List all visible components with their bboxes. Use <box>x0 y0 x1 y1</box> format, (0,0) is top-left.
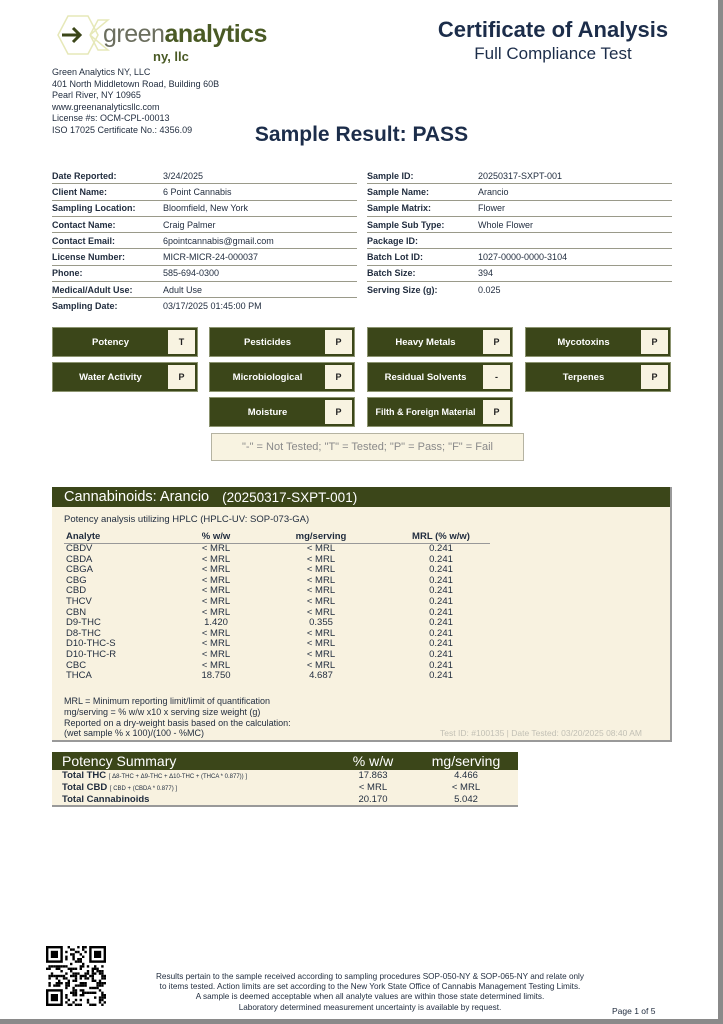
info-value: 394 <box>478 268 494 279</box>
analyte-name: CBDA <box>66 553 93 565</box>
test-tile-mycotoxins <box>525 327 671 357</box>
summary-row <box>52 794 518 806</box>
note-line: (wet sample % x 100)/(100 - %MC) <box>64 728 205 739</box>
table-body <box>64 544 490 682</box>
mrl-value: 0.241 <box>429 585 453 597</box>
info-label: Sample Name: <box>367 186 430 197</box>
pct-ww: 1.420 <box>204 617 228 629</box>
test-name: Microbiological <box>232 371 303 383</box>
pct-ww: < MRL <box>201 543 231 554</box>
test-name: Residual Solvents <box>384 371 467 383</box>
logo-wordmark: greenanalytics <box>103 20 267 48</box>
info-row <box>367 282 672 297</box>
info-row <box>367 201 672 217</box>
summary-pct: 20.170 <box>358 793 388 805</box>
info-row <box>367 249 672 265</box>
pct-ww: < MRL <box>201 564 231 576</box>
table-row <box>64 618 490 629</box>
summary-label-cell <box>52 782 332 793</box>
info-value: 0.025 <box>478 284 501 295</box>
table-row <box>64 544 490 555</box>
table-row <box>64 597 490 608</box>
cannabinoids-title: Cannabinoids: Arancio <box>64 489 210 505</box>
column-header: mg/serving <box>431 753 501 769</box>
summary-label: Total Cannabinoids <box>62 793 150 805</box>
info-label: Sample Sub Type: <box>367 219 445 230</box>
analyte-name: D8-THC <box>66 627 101 639</box>
info-value: 3/24/2025 <box>163 170 204 181</box>
summary-label-cell <box>52 770 332 781</box>
info-label: Sample ID: <box>367 170 414 181</box>
method-description: Potency analysis utilizing HPLC (HPLC-UV: SOP-073-GA) <box>64 514 310 525</box>
pct-ww: < MRL <box>201 585 231 597</box>
document-title: Certificate of Analysis <box>437 17 669 42</box>
contact-email-link[interactable]: 6pointcannabis@gmail.com <box>163 235 274 246</box>
mg-serving: < MRL <box>306 648 336 660</box>
info-row <box>52 217 357 233</box>
info-value: MICR-MICR-24-000037 <box>163 252 259 263</box>
summary-pct: 17.863 <box>358 770 388 782</box>
info-label: Client Name: <box>52 186 108 197</box>
test-tile-pesticides <box>209 327 355 357</box>
info-value: Whole Flower <box>478 219 534 230</box>
table-row <box>64 671 490 682</box>
info-label: Sampling Date: <box>52 301 118 312</box>
address-line: License #s: OCM-CPL-00013 <box>52 113 170 123</box>
potency-summary-header <box>52 752 518 770</box>
info-label: Medical/Adult Use: <box>52 284 133 295</box>
column-header: MRL (% w/w) <box>412 530 470 542</box>
summary-mg: 4.466 <box>454 770 478 782</box>
test-name: Mycotoxins <box>557 336 610 348</box>
info-row <box>52 233 357 249</box>
info-row <box>52 184 357 200</box>
cannabinoids-notes <box>64 696 291 739</box>
mrl-value: 0.241 <box>429 595 453 607</box>
note-line: MRL = Minimum reporting limit/limit of quantification <box>64 696 270 706</box>
info-row <box>367 184 672 200</box>
summary-formula: [ Δ8-THC + Δ9-THC + Δ10-THC + (THCA * 0.877)) ] <box>108 774 248 781</box>
info-label: Batch Lot ID: <box>367 252 423 263</box>
potency-summary-title: Potency Summary <box>62 753 177 769</box>
info-label: Contact Name: <box>52 219 116 230</box>
info-row <box>52 282 357 298</box>
mrl-value: 0.241 <box>429 627 453 639</box>
mrl-value: 0.241 <box>429 606 453 618</box>
status-legend: "-" = Not Tested; "T" = Tested; "P" = Pass; "F" = Fail <box>211 433 524 461</box>
mg-serving: 0.355 <box>309 617 333 629</box>
info-label: Serving Size (g): <box>367 284 438 295</box>
mg-serving: < MRL <box>306 553 336 565</box>
sample-info-table <box>367 168 672 297</box>
mg-serving: < MRL <box>306 627 336 639</box>
page-number: Page 1 of 5 <box>612 1006 656 1016</box>
analyte-name: D9-THC <box>66 617 101 629</box>
footer-disclaimer <box>140 972 600 1013</box>
potency-summary <box>52 752 518 807</box>
pct-ww: < MRL <box>201 574 231 586</box>
info-row <box>52 249 357 265</box>
address-line: 401 North Middletown Road, Building 60B <box>52 78 220 89</box>
footer-line: Laboratory determined measurement uncertainty is available by request. <box>238 1002 502 1012</box>
summary-mg: < MRL <box>451 782 481 794</box>
table-row <box>64 576 490 587</box>
test-name: Heavy Metals <box>395 336 456 348</box>
info-label: Date Reported: <box>52 170 117 181</box>
footer-line: A sample is deemed acceptable when all analyte values are within those state determined limits. <box>195 992 545 1002</box>
mg-serving: < MRL <box>306 659 336 671</box>
pct-ww: < MRL <box>201 606 231 618</box>
info-row <box>367 233 672 249</box>
footer-line: to items tested. Action limits are set according to the New York State Office of Cannabis Management Testing Limits. <box>159 982 581 992</box>
mrl-value: 0.241 <box>429 670 453 682</box>
test-status: P <box>325 365 352 389</box>
test-status: T <box>168 330 195 354</box>
mg-serving: < MRL <box>306 564 336 576</box>
info-row <box>52 168 357 184</box>
pct-ww: < MRL <box>201 659 231 671</box>
mg-serving: < MRL <box>306 606 336 618</box>
analyte-name: CBGA <box>66 564 93 576</box>
test-name: Moisture <box>247 406 288 418</box>
analyte-name: CBN <box>66 606 87 618</box>
mrl-value: 0.241 <box>429 553 453 565</box>
analyte-name: THCV <box>66 595 92 607</box>
test-id-date: Test ID: #100135 | Date Tested: 03/20/2025 08:40 AM <box>440 728 642 738</box>
analyte-name: CBDV <box>66 543 93 554</box>
client-info-table <box>52 168 357 314</box>
mrl-value: 0.241 <box>429 574 453 586</box>
summary-label-cell <box>52 794 332 805</box>
test-tile-potency <box>52 327 198 357</box>
cannabinoids-header <box>52 487 670 507</box>
pct-ww: < MRL <box>201 627 231 639</box>
cannabinoids-sample-id: (20250317-SXPT-001) <box>222 489 358 505</box>
info-label: Phone: <box>52 268 83 279</box>
mrl-value: 0.241 <box>429 617 453 629</box>
summary-pct: < MRL <box>358 782 388 794</box>
test-tile-heavy-metals <box>367 327 513 357</box>
info-value: Flower <box>478 203 506 214</box>
test-tile-residual-solvents <box>367 362 513 392</box>
mg-serving: < MRL <box>306 585 336 597</box>
footer-line: Results pertain to the sample received according to sampling procedures SOP-050-NY & SOP-065-NY and relate only <box>156 972 584 981</box>
cannabinoids-panel <box>52 487 672 742</box>
mrl-value: 0.241 <box>429 659 453 671</box>
test-name: Filth & Foreign Material <box>375 407 476 417</box>
mrl-value: 0.241 <box>429 638 453 650</box>
info-row <box>52 298 357 313</box>
analyte-name: THCA <box>66 670 92 682</box>
table-row <box>64 608 490 619</box>
hexagon-arrow-icon <box>50 8 110 63</box>
mg-serving: < MRL <box>306 543 336 554</box>
summary-label: Total THC <box>62 770 107 782</box>
test-tile-water-activity <box>52 362 198 392</box>
sample-result: Sample Result: PASS <box>254 123 469 146</box>
test-status: P <box>325 330 352 354</box>
test-tile-moisture <box>209 397 355 427</box>
info-label: Sampling Location: <box>52 203 136 214</box>
info-value: 1027-0000-0000-3104 <box>478 252 568 263</box>
info-row <box>52 266 357 282</box>
address-line: Pearl River, NY 10965 <box>52 90 141 100</box>
mg-serving: < MRL <box>306 595 336 607</box>
info-value: Adult Use <box>163 284 203 295</box>
info-value: 03/17/2025 01:45:00 PM <box>163 301 262 312</box>
lab-logo <box>50 8 267 64</box>
test-status: P <box>641 330 668 354</box>
column-header: Analyte <box>66 530 101 542</box>
qr-code-icon[interactable] <box>45 946 107 1006</box>
note-line: mg/serving = % w/w x10 x serving size weight (g) <box>64 706 261 717</box>
table-row <box>64 650 490 661</box>
info-label: Package ID: <box>367 235 419 246</box>
lab-website-link[interactable]: www.greenanalyticsllc.com <box>52 101 160 112</box>
document-subtitle: Full Compliance Test <box>474 44 632 63</box>
column-header: % w/w <box>201 530 231 542</box>
test-name: Terpenes <box>562 371 605 383</box>
info-row <box>367 217 672 233</box>
info-label: License Number: <box>52 252 126 263</box>
test-tile-terpenes <box>525 362 671 392</box>
address-line: Green Analytics NY, LLC <box>52 67 151 77</box>
column-header: % w/w <box>352 753 394 769</box>
test-name: Pesticides <box>244 336 291 348</box>
pct-ww: < MRL <box>201 638 231 650</box>
test-name: Potency <box>92 336 129 348</box>
table-row <box>64 555 490 566</box>
summary-mg: 5.042 <box>454 793 478 805</box>
info-value: 6 Point Cannabis <box>163 186 232 197</box>
info-row <box>52 201 357 217</box>
mg-serving: < MRL <box>306 638 336 650</box>
info-label: Sample Matrix: <box>367 203 432 214</box>
test-status: - <box>483 365 510 389</box>
info-value: Bloomfield, New York <box>163 203 249 214</box>
test-status: P <box>168 365 195 389</box>
info-value: 585-694-0300 <box>163 268 220 279</box>
table-row <box>64 565 490 576</box>
analyte-name: D10-THC-S <box>66 638 116 650</box>
test-name: Water Activity <box>79 371 142 383</box>
info-value: 20250317-SXPT-001 <box>478 170 563 181</box>
summary-formula: [ CBD + (CBDA * 0.877) ] <box>109 786 178 793</box>
analyte-name: CBC <box>66 659 87 671</box>
info-row <box>367 168 672 184</box>
mg-serving: < MRL <box>306 574 336 586</box>
test-status: P <box>325 400 352 424</box>
info-label: Contact Email: <box>52 235 116 246</box>
pct-ww: 18.750 <box>201 670 231 682</box>
summary-row <box>52 782 518 794</box>
pct-ww: < MRL <box>201 648 231 660</box>
pct-ww: < MRL <box>201 553 231 565</box>
address-line: ISO 17025 Certificate No.: 4356.09 <box>52 124 193 135</box>
info-value: Arancio <box>478 186 509 197</box>
table-row <box>64 639 490 650</box>
analyte-name: D10-THC-R <box>66 648 117 660</box>
test-status: P <box>483 330 510 354</box>
summary-row <box>52 770 518 782</box>
test-tile-filth-foreign-material <box>367 397 513 427</box>
test-tile-microbiological <box>209 362 355 392</box>
analyte-name: CBG <box>66 574 87 586</box>
cannabinoids-table <box>64 529 490 682</box>
test-status: P <box>641 365 668 389</box>
mrl-value: 0.241 <box>429 543 453 554</box>
column-header: mg/serving <box>295 530 347 542</box>
mg-serving: 4.687 <box>309 670 333 682</box>
logo-subtitle: ny, llc <box>153 49 189 64</box>
table-row <box>64 586 490 597</box>
summary-label: Total CBD <box>62 782 108 794</box>
document-title-block <box>428 17 678 64</box>
pct-ww: < MRL <box>201 595 231 607</box>
info-value: Craig Palmer <box>163 219 216 230</box>
analyte-name: CBD <box>66 585 87 597</box>
mrl-value: 0.241 <box>429 564 453 576</box>
test-status: P <box>483 400 510 424</box>
table-row <box>64 629 490 640</box>
table-row <box>64 661 490 672</box>
info-label: Batch Size: <box>367 268 416 279</box>
mrl-value: 0.241 <box>429 648 453 660</box>
note-line: Reported on a dry-weight basis based on the calculation: <box>64 717 291 728</box>
table-header <box>64 529 490 544</box>
info-row <box>367 266 672 282</box>
